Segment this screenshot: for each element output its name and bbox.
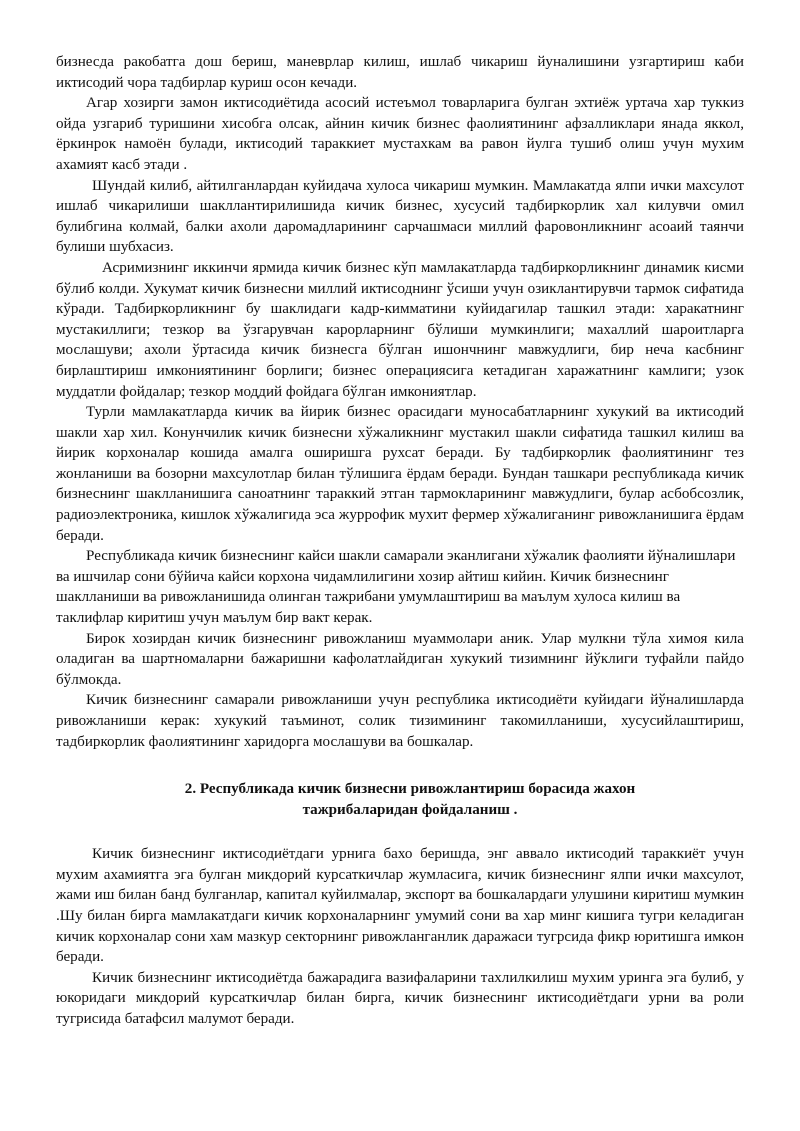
paragraph: Бирок хозирдан кичик бизнеснинг ривожланиш муаммолари аник. Улар мулкни тўла химоя кила оладиган ва шартномаларни бажаришни кафолатлайдиган хукукий тизимнинг йўклиги туфайли пайдо бўлмокда. (56, 630, 744, 688)
paragraph: Кичик бизнеснинг иктисодиётда бажарадига вазифаларини тахлилкилиш мухим уринга эга булиб, у юкоридаги микдорий курсаткичлар билан бирга, кичик бизнеснинг иктисодиётдаги урни ва роли тугрисида батафсил малумот беради. (56, 969, 744, 1027)
paragraph: Кичик бизнеснинг иктисодиётдаги урнига бахо беришда, энг аввало иктисодий тараккиёт учун мухим ахамиятга эга булган микдорий курсаткичлар жумласига, кичик бизнеснинг ялпи ички махсулот, жами иш билан банд булганлар, капитал куйилмалар, экспорт ва бошкалардаги улушини киритиш мумкин .Шу билан бирга мамлакатдаги кичик корхоналарнинг умумий сони ва хар минг кишига тугри келадиган кичик корхоналар сони хам мазкур секторнинг ривожланганлик даражаси тугрсида фикр юритишга имкон беради. (56, 846, 744, 966)
text-block-top (56, 52, 744, 752)
paragraph: Шундай килиб, айтилганлардан куйидача хулоса чикариш мумкин. Мамлакатда ялпи ички махсулот ишлаб чикарилиши шакллантирилишида кичик бизнес, хусусий тадбиркорлик хал килувчи омил булибгина колмай, балки ахоли даромадларининг сарчашмаси миллий фаровонликнинг асоаий таянчи булиши шубхасиз. (56, 177, 744, 256)
section-heading-line-1: 2. Республикада кичик бизнесни ривожлантириш борасида жахон (184, 781, 636, 798)
section-heading (56, 779, 744, 821)
paragraph: Асримизнинг иккинчи ярмида кичик бизнес кўп мамлакатларда тадбиркорликнинг динамик кисми бўлиб колди. Хукумат кичик бизнесни миллий иктисоднинг ўсиши учун озиклантирувчи тармок сифатида кўради. Тадбиркорликнинг бу шаклидаги кадр-кимматини куйидагилар ташкил этади: харакатнинг мустакиллиги; тезкор ва ўзгарувчан карорларнинг бўлиши мумкинлиги; махаллий шароитларга мослашуви; ахоли ўртасида кичик бизнесга бўлган ишончнинг мавжудлиги, бир неча касбнинг бирлаштириш имкониятининг борлиги; бизнес операциясига кетадиган харажатнинг камлиги; узок муддатли фойдалар; тезкор моддий фойдага бўлган имкониятлар. (56, 259, 744, 400)
paragraph: Турли мамлакатларда кичик ва йирик бизнес орасидаги муносабатларнинг хукукий ва иктисодий шакли хар хил. Конунчилик кичик бизнесни хўжаликнинг мустакил шакли сифатида ташкил килиш ва йирик корхоналар кошида амалга оширишга рухсат беради. Бу тадбиркорлик фаолиятининг тез жонланиши ва бозорни махсулотлар билан тўлишига ёрдам беради. Бундан ташкари республикада кичик бизнеснинг шаклланишига саноатнинг тараккий этган тармокларининг мавжудлиги, булар асбобсозлик, радиоэлектроника, кишлок хўжалигида эса журрофик мухит фермер хўжалиганинг ривожланишига ёрдам беради. (56, 404, 744, 544)
text-block-bottom (56, 844, 744, 1029)
paragraph: Агар хозирги замон иктисодиётида асосий истеъмол товарларига булган эхтиёж уртача хар туккиз ойда узгариб туришини хисобга олсак, айнин кичик бизнес фаолиятининг афзалликлари янада яккол, ёркинрок намоён булади, иктисодий тараккиет мустахкам ва равон йулга тушиб олиш учун мухим ахамият касб этади . (56, 95, 744, 173)
paragraph: Кичик бизнеснинг самарали ривожланиши учун республика иктисодиёти куйидаги йўналишларда ривожланиши керак: хукукий таъминот, солик тизимининг такомилланиши, хусусийлаштириш, тадбиркорлик фаолиятининг харидорга мослашуви ва бошкалар. (56, 692, 744, 750)
section-heading-line-2: тажрибаларидан фойдаланиш . (302, 802, 518, 819)
paragraph: бизнесда ракобатга дош бериш, маневрлар килиш, ишлаб чикариш йуналишини узгартириш каби иктисодий чора тадбирлар куриш осон кечади. (56, 54, 744, 91)
paragraph: Республикада кичик бизнеснинг кайси шакли самарали эканлигани хўжалик фаолияти йўналишлари ва ишчилар сони бўйича кайси корхона чидамлилигини хозир айтиш кийин. Кичик бизнеснинг шаклланиши ва ривожланишида олинган тажрибани умумлаштириш ва маълум хулоса килиш ва таклифлар киритиш учун маълум бир вакт керак. (56, 548, 736, 627)
